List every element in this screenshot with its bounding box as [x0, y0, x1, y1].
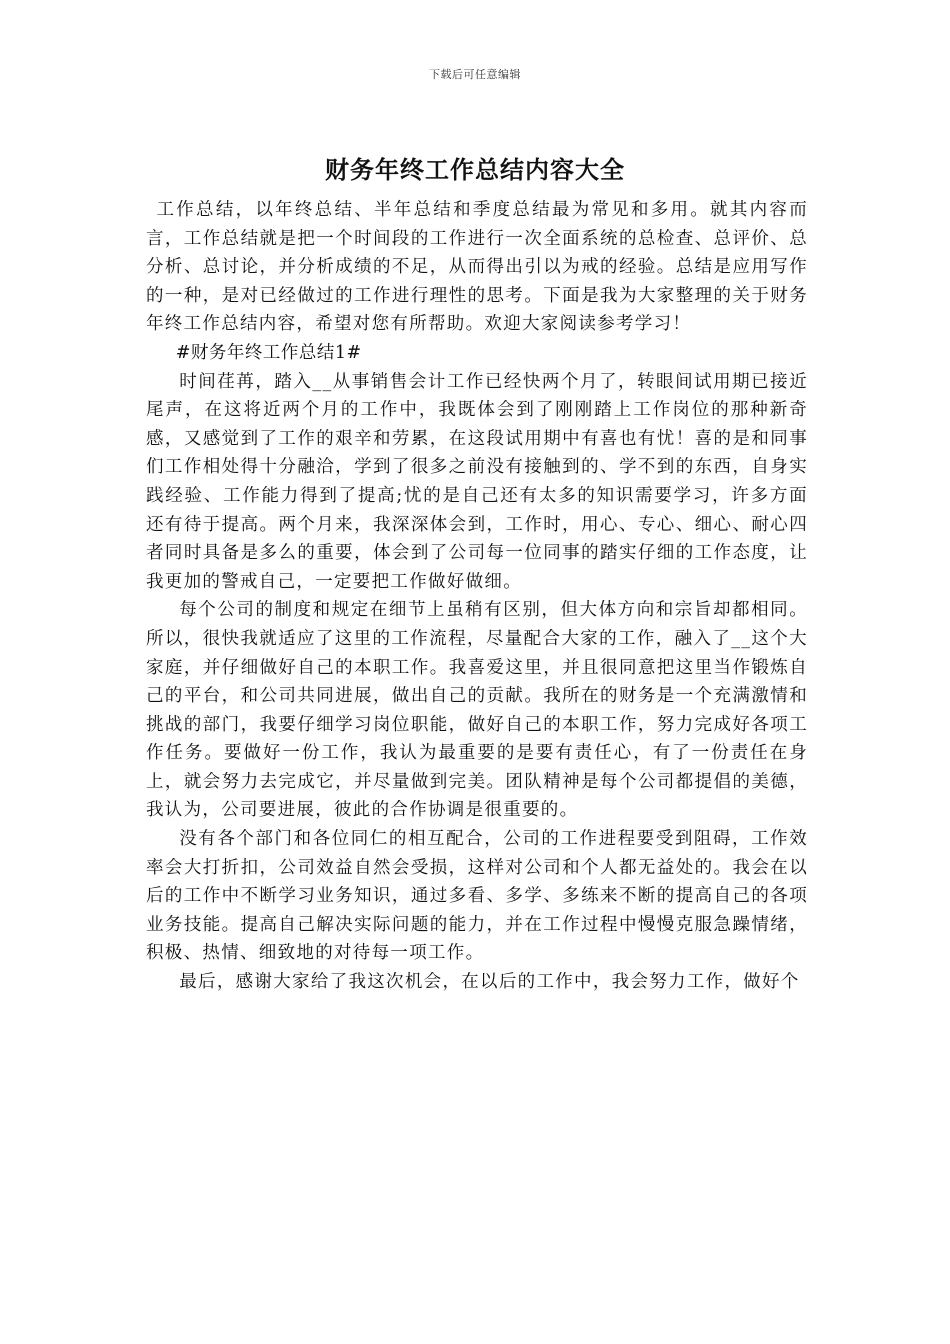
document-title: 财务年终工作总结内容大全: [325, 155, 625, 184]
header-note: 下载后可任意编辑: [429, 68, 521, 81]
body-paragraph-4: 最后，感谢大家给了我这次机会，在以后的工作中，我会努力工作，做好个: [179, 972, 800, 993]
section-heading: #财务年终工作总结1#: [175, 342, 362, 363]
body-paragraph-1: 时间荏苒，踏入__从事销售会计工作已经快两个月了，转眼间试用期已接近尾声，在这将近两个月的工作中，我既体会到了刚刚踏上工作岗位的那种新奇感，又感觉到了工作的艰辛和劳累，在这段试用期中有喜也有忧！喜的是和同事们工作相处得十分融洽，学到了很多之前没有接触到的、学不到的东西，自身实践经验、工作能力得到了提高;忧的是自己还有太多的知识需要学习，许多方面还有待于提高。两个月来，我深深体会到，工作时，用心、专心、细心、耐心四者同时具备是多么的重要，体会到了公司每一位同事的踏实仔细的工作态度，让我更加的警戒自己，一定要把工作做好做细。: [146, 371, 808, 592]
intro-paragraph: 工作总结，以年终总结、半年总结和季度总结最为常见和多用。就其内容而言，工作总结就是把一个时间段的工作进行一次全面系统的总检查、总评价、总分析、总讨论，并分析成绩的不足，从而得出引以为戒的经验。总结是应用写作的一种，是对已经做过的工作进行理性的思考。下面是我为大家整理的关于财务年终工作总结内容，希望对您有所帮助。欢迎大家阅读参考学习！: [146, 200, 808, 335]
body-paragraph-2: 每个公司的制度和规定在细节上虽稍有区别，但大体方向和宗旨却都相同。所以，很快我就适应了这里的工作流程，尽量配合大家的工作，融入了__这个大家庭，并仔细做好自己的本职工作。我喜爱这里，并且很同意把这里当作锻炼自己的平台，和公司共同进展，做出自己的贡献。我所在的财务是一个充满激情和挑战的部门，我要仔细学习岗位职能，做好自己的本职工作，努力完成好各项工作任务。要做好一份工作，我认为最重要的是要有责任心，有了一份责任在身上，就会努力去完成它，并尽量做到完美。团队精神是每个公司都提倡的美德，我认为，公司要进展，彼此的合作协调是很重要的。: [146, 600, 808, 821]
document-body: [146, 196, 808, 997]
body-paragraph-3: 没有各个部门和各位同仁的相互配合，公司的工作进程要受到阻碍，工作效率会大打折扣，公司效益自然会受损，这样对公司和个人都无益处的。我会在以后的工作中不断学习业务知识，通过多看、多学、多练来不断的提高自己的各项业务技能。提高自己解决实际问题的能力，并在工作过程中慢慢克服急躁情绪，积极、热情、细致地的对待每一项工作。: [146, 829, 808, 964]
